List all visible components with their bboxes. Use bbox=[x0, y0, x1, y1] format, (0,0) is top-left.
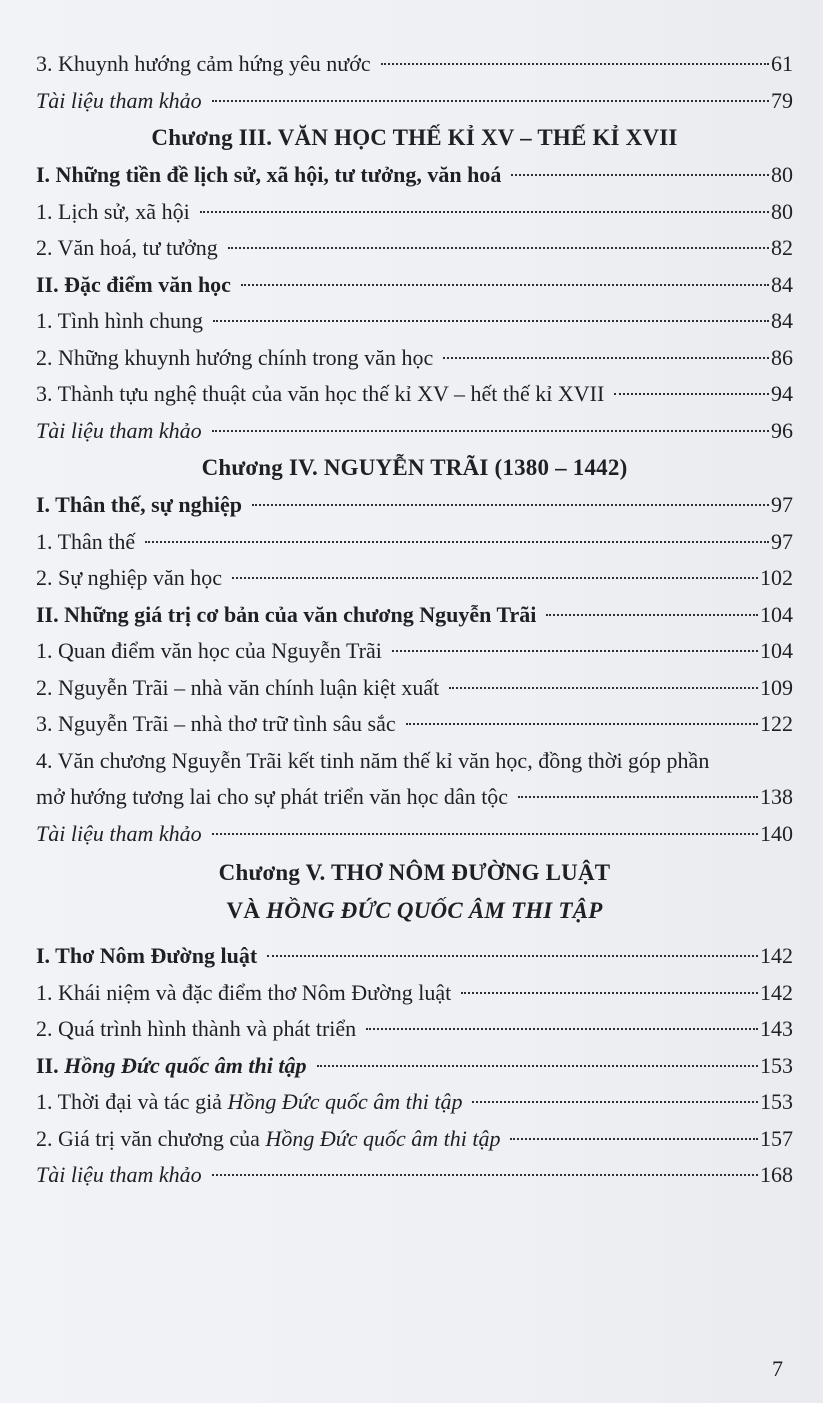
toc-entry bbox=[36, 1084, 793, 1121]
toc-section bbox=[36, 597, 793, 634]
toc-section bbox=[36, 938, 793, 975]
section-title-italic: Hồng Đức quốc âm thi tập bbox=[64, 1052, 307, 1078]
entry-page: 94 bbox=[771, 381, 793, 406]
dot-leader bbox=[267, 955, 758, 957]
dot-leader bbox=[510, 1138, 758, 1140]
entry-label: 2. Quá trình hình thành và phát triển bbox=[36, 1016, 357, 1041]
toc-entry bbox=[36, 779, 793, 816]
entry-label: 3. Khuynh hướng cảm hứng yêu nước bbox=[36, 51, 371, 76]
entry-page: 142 bbox=[760, 979, 793, 1005]
entry-label: 2. Nguyễn Trãi – nhà văn chính luận kiệt xuất bbox=[36, 674, 440, 700]
toc-section bbox=[36, 487, 793, 524]
entry-page: 109 bbox=[760, 674, 793, 700]
dot-leader bbox=[200, 211, 769, 213]
entry-prefix: 2. Giá trị văn chương của bbox=[36, 1125, 266, 1151]
entry-label: 4. Văn chương Nguyễn Trãi kết tinh năm thế kỉ văn học, đồng thời góp phần bbox=[36, 747, 710, 773]
entry-page: 122 bbox=[760, 711, 793, 736]
entry-label: 2. Văn hoá, tư tưởng bbox=[36, 235, 218, 260]
entry-label: Tài liệu tham khảo bbox=[36, 1162, 202, 1187]
entry-label: 1. Khái niệm và đặc điểm thơ Nôm Đường luật bbox=[36, 979, 452, 1005]
entry-prefix: 1. Thời đại và tác giả bbox=[36, 1089, 228, 1114]
entry-page: 104 bbox=[760, 638, 793, 663]
entry-label: Tài liệu tham khảo bbox=[36, 820, 202, 846]
toc-section bbox=[36, 267, 793, 304]
entry-page: 82 bbox=[771, 235, 793, 260]
toc-entry bbox=[36, 376, 793, 413]
toc-entry bbox=[36, 46, 793, 83]
dot-leader bbox=[406, 723, 758, 725]
toc-entry-references bbox=[36, 816, 793, 853]
entry-page: 96 bbox=[771, 417, 793, 443]
entry-label bbox=[36, 1121, 500, 1157]
entry-label: 2. Sự nghiệp văn học bbox=[36, 565, 223, 590]
chapter-subtitle-prefix: VÀ bbox=[226, 898, 267, 923]
dot-leader bbox=[366, 1028, 758, 1030]
dot-leader bbox=[212, 430, 769, 432]
dot-leader bbox=[212, 100, 769, 102]
toc-entry bbox=[36, 1121, 793, 1158]
entry-page: 153 bbox=[760, 1089, 793, 1114]
entry-page: 79 bbox=[771, 87, 793, 113]
dot-leader bbox=[212, 833, 758, 835]
entry-page: 102 bbox=[760, 565, 793, 590]
entry-page: 157 bbox=[760, 1125, 793, 1151]
entry-page: 143 bbox=[760, 1016, 793, 1041]
entry-label: 1. Lịch sử, xã hội bbox=[36, 198, 190, 224]
entry-page: 97 bbox=[771, 492, 793, 517]
dot-leader bbox=[546, 614, 758, 616]
page-number: 7 bbox=[772, 1356, 783, 1381]
chapter-subtitle-italic: HỒNG ĐỨC QUỐC ÂM THI TẬP bbox=[266, 898, 603, 923]
toc-entry-references bbox=[36, 413, 793, 450]
toc-entry bbox=[36, 633, 793, 670]
toc-entry bbox=[36, 706, 793, 743]
toc-entry-references bbox=[36, 1157, 793, 1194]
entry-label bbox=[36, 1084, 462, 1120]
dot-leader bbox=[443, 357, 769, 359]
entry-label: 2. Những khuynh hướng chính trong văn học bbox=[36, 344, 434, 370]
dot-leader bbox=[518, 796, 758, 798]
section-number: II. bbox=[36, 1052, 65, 1078]
entry-page: 140 bbox=[760, 820, 793, 846]
entry-label: I. Những tiền đề lịch sử, xã hội, tư tưởng, văn hoá bbox=[36, 162, 502, 187]
chapter-subtitle bbox=[36, 892, 793, 930]
entry-page: 80 bbox=[771, 198, 793, 224]
entry-page: 97 bbox=[771, 528, 793, 554]
entry-page: 153 bbox=[760, 1052, 793, 1078]
toc-entry bbox=[36, 340, 793, 377]
dot-leader bbox=[145, 541, 769, 543]
entry-label: II. Đặc điểm văn học bbox=[36, 271, 231, 297]
toc-entry bbox=[36, 230, 793, 267]
dot-leader bbox=[241, 284, 769, 286]
dot-leader bbox=[614, 393, 769, 395]
entry-label: 1. Thân thế bbox=[36, 528, 136, 554]
entry-italic: Hồng Đức quốc âm thi tập bbox=[265, 1125, 501, 1151]
entry-page: 138 bbox=[760, 784, 793, 809]
dot-leader bbox=[511, 174, 769, 176]
toc-entry bbox=[36, 303, 793, 340]
dot-leader bbox=[392, 650, 758, 652]
toc-entry bbox=[36, 194, 793, 231]
dot-leader bbox=[449, 687, 758, 689]
dot-leader bbox=[252, 504, 769, 506]
entry-label: 3. Nguyễn Trãi – nhà thơ trữ tình sâu sắc bbox=[36, 711, 396, 736]
dot-leader bbox=[232, 577, 758, 579]
entry-label: I. Thân thế, sự nghiệp bbox=[36, 492, 242, 517]
chapter-title: Chương V. THƠ NÔM ĐƯỜNG LUẬT bbox=[218, 860, 611, 885]
chapter-title: Chương III. VĂN HỌC THẾ KỈ XV – THẾ KỈ XVII bbox=[151, 125, 678, 150]
entry-page: 84 bbox=[771, 271, 793, 297]
dot-leader bbox=[213, 320, 769, 322]
entry-page: 61 bbox=[771, 51, 793, 76]
dot-leader bbox=[212, 1174, 758, 1176]
dot-leader bbox=[228, 247, 769, 249]
entry-label-cont: mở hướng tương lai cho sự phát triển văn học dân tộc bbox=[36, 784, 509, 809]
table-of-contents bbox=[36, 46, 793, 1194]
entry-italic: Hồng Đức quốc âm thi tập bbox=[227, 1089, 463, 1114]
entry-page: 86 bbox=[771, 344, 793, 370]
toc-section bbox=[36, 1048, 793, 1085]
entry-label bbox=[36, 1048, 307, 1084]
chapter-title: Chương IV. NGUYỄN TRÃI (1380 – 1442) bbox=[201, 455, 628, 480]
entry-page: 142 bbox=[760, 943, 793, 968]
entry-label: I. Thơ Nôm Đường luật bbox=[36, 943, 258, 968]
entry-label: Tài liệu tham khảo bbox=[36, 417, 202, 443]
toc-entry bbox=[36, 524, 793, 561]
entry-label: 1. Quan điểm văn học của Nguyễn Trãi bbox=[36, 638, 382, 663]
dot-leader bbox=[461, 992, 758, 994]
entry-label: 3. Thành tựu nghệ thuật của văn học thế kỉ XV – hết thế kỉ XVII bbox=[36, 381, 605, 406]
entry-page: 80 bbox=[771, 162, 793, 187]
entry-page: 168 bbox=[760, 1162, 793, 1187]
dot-leader bbox=[317, 1065, 759, 1067]
toc-entry bbox=[36, 975, 793, 1012]
dot-leader bbox=[472, 1101, 758, 1103]
toc-section bbox=[36, 157, 793, 194]
entry-page: 84 bbox=[771, 308, 793, 333]
entry-label: II. Những giá trị cơ bản của văn chương Nguyễn Trãi bbox=[36, 601, 537, 627]
entry-page: 104 bbox=[760, 601, 793, 627]
dot-leader bbox=[381, 63, 769, 65]
toc-entry-references bbox=[36, 83, 793, 120]
toc-entry bbox=[36, 1011, 793, 1048]
entry-label: 1. Tình hình chung bbox=[36, 308, 204, 333]
toc-entry bbox=[36, 560, 793, 597]
toc-entry bbox=[36, 670, 793, 707]
toc-entry-line1 bbox=[36, 743, 793, 780]
entry-label: Tài liệu tham khảo bbox=[36, 87, 202, 113]
